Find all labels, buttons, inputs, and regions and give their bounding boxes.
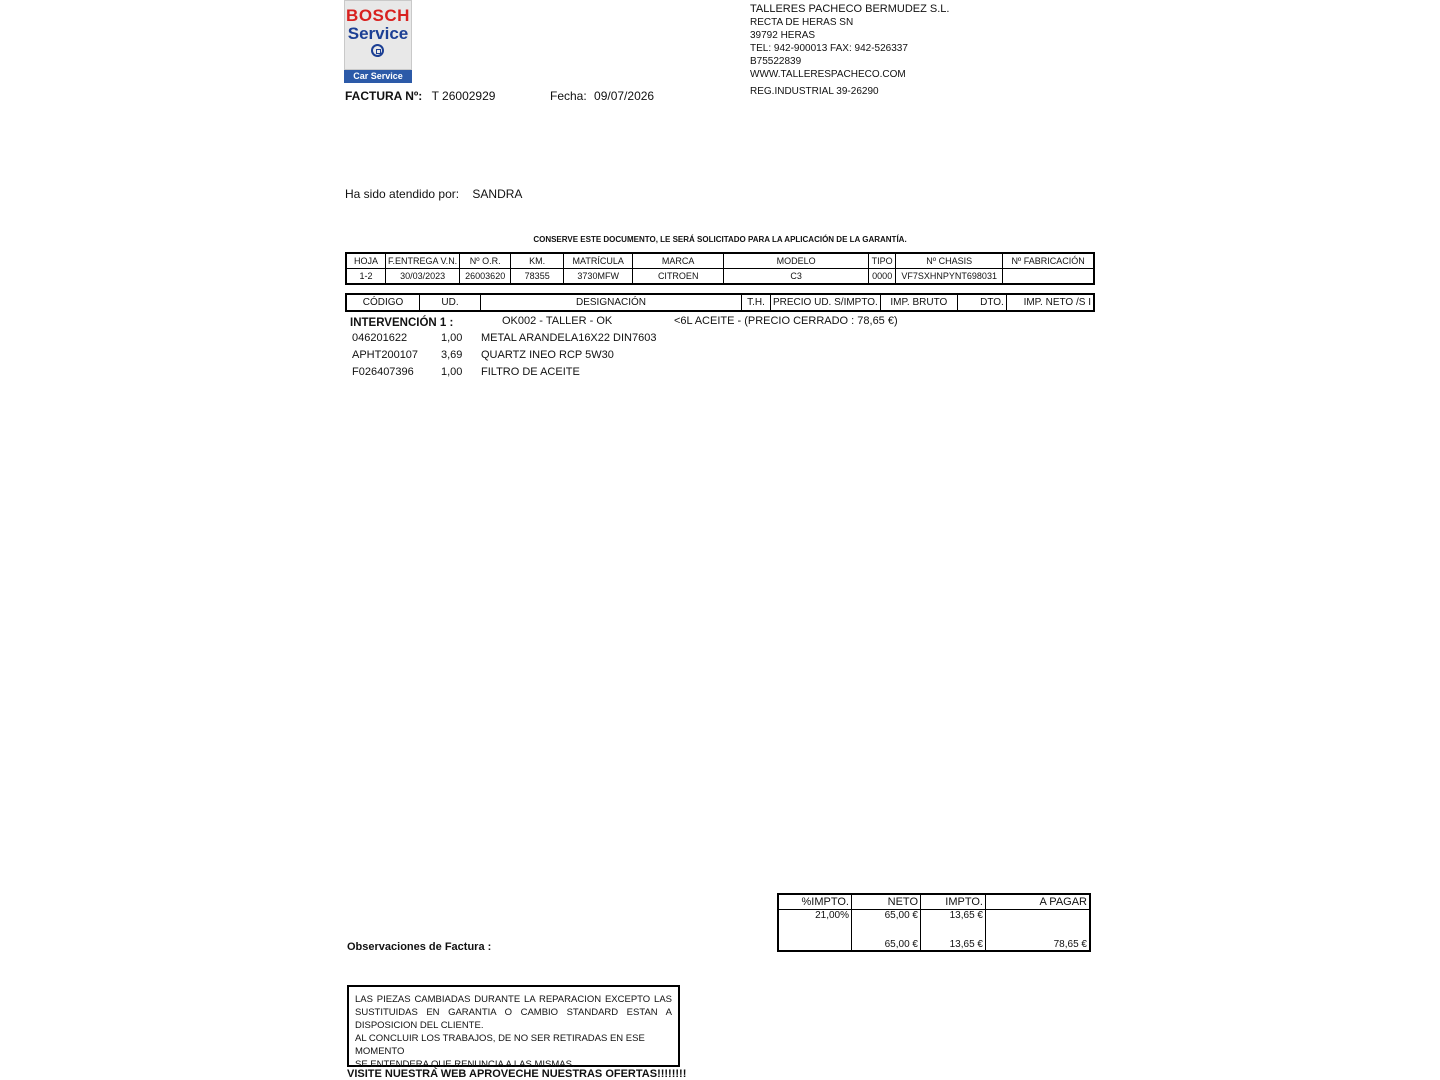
tax-total: 13,65 € [921,932,986,951]
invoice-number-label: FACTURA Nº: [345,89,423,103]
vehicle-table [345,252,1095,285]
tax-rate: 21,00% [778,910,852,933]
value-cell: 78355 [511,269,564,285]
logo-subtitle: Car Service [344,70,412,83]
attended-by [345,187,522,201]
tax-rate [778,932,852,951]
line-code: F026407396 [352,366,414,378]
company-cif: B75522839 [750,56,802,67]
attended-name: SANDRA [472,187,523,201]
company-name: TALLERES PACHECO BERMUDEZ S.L. [750,3,950,15]
bosch-armature-icon [371,44,384,57]
net-amount: 65,00 € [852,910,921,933]
header-cell: %IMPTO. [778,894,852,910]
line-desc: QUARTZ INEO RCP 5W30 [481,349,614,361]
value-cell: C3 [724,269,869,285]
logo-service: Service [347,24,409,43]
totals-table [777,893,1091,952]
invoice-date: 09/07/2026 [594,89,655,103]
header-cell: HOJA [346,253,386,269]
notice-line: SE ENTENDERA QUE RENUNCIA A LAS MISMAS. [355,1059,575,1070]
header-cell: Nº O.R. [460,253,511,269]
header-cell: MODELO [724,253,869,269]
line-code: APHT200107 [352,349,419,361]
notice-line: SUSTITUIDAS EN GARANTIA O CAMBIO STANDARD ESTAN A [355,1007,672,1018]
notice-line: LAS PIEZAS CAMBIADAS DURANTE LA REPARACION EXCEPTO LAS [355,994,672,1005]
invoice-date-label: Fecha: [550,89,587,103]
attended-label: Ha sido atendido por: [345,187,460,201]
line-code: 046201622 [352,332,408,344]
header-cell: TIPO [869,253,896,269]
value-cell: 30/03/2023 [386,269,460,285]
vehicle-table-header [346,253,1094,269]
totals-sum-row [778,932,1090,951]
header-cell: UD. [420,294,481,311]
vehicle-table-values [346,269,1094,285]
header-cell: A PAGAR [986,894,1091,910]
intervention-code: OK002 - TALLER - OK [502,315,613,327]
invoice-number: T 26002929 [431,89,496,103]
value-cell: 26003620 [460,269,511,285]
company-registry: REG.INDUSTRIAL 39-26290 [750,86,879,97]
header-cell: DTO. [957,294,1006,311]
value-cell [1003,269,1094,285]
totals-row [778,910,1090,933]
line-qty: 1,00 [441,366,463,378]
header-cell: NETO [852,894,921,910]
header-cell: MARCA [633,253,724,269]
company-info [750,3,949,98]
bosch-service-logo [344,0,412,83]
value-cell: CITROEN [633,269,724,285]
parts-notice-box [347,985,680,1070]
intervention-label: INTERVENCIÓN 1 : [350,317,454,329]
line-desc: METAL ARANDELA16X22 DIN7603 [481,332,657,344]
header-cell: CÓDIGO [346,294,420,311]
header-cell: Nº CHASIS [896,253,1003,269]
header-cell: IMPTO. [921,894,986,910]
logo-brand: BOSCH [346,6,410,25]
company-phones: TEL: 942-900013 FAX: 942-526337 [750,43,908,54]
header-cell: T.H. [742,294,771,311]
payable-amount [986,910,1091,933]
notice-line: DISPOSICION DEL CLIENTE. [355,1020,484,1031]
intervention-description: <6L ACEITE - (PRECIO CERRADO : 78,65 €) [674,315,898,327]
tax-amount: 13,65 € [921,910,986,933]
company-address: RECTA DE HERAS SN [750,17,854,28]
header-cell: PRECIO UD. S/IMPTO. [771,294,881,311]
header-cell: MATRÍCULA [564,253,633,269]
header-cell: KM. [511,253,564,269]
net-total: 65,00 € [852,932,921,951]
value-cell: 3730MFW [564,269,633,285]
company-city: 39792 HERAS [750,30,816,41]
items-table-header [345,293,1095,312]
header-cell: IMP. NETO /S I [1006,294,1094,311]
header-cell: Nº FABRICACIÓN [1003,253,1094,269]
invoice-number-block [345,89,495,103]
line-qty: 3,69 [441,349,463,361]
header-cell: DESIGNACIÓN [481,294,742,311]
company-web: WWW.TALLERESPACHECO.COM [750,69,906,80]
warranty-notice: CONSERVE ESTE DOCUMENTO, LE SERÁ SOLICITADO PARA LA APLICACIÓN DE LA GARANTÍA. [533,235,907,244]
value-cell: 0000 [869,269,896,285]
line-qty: 1,00 [441,332,463,344]
header-cell: F.ENTREGA V.N. [386,253,460,269]
value-cell: 1-2 [346,269,386,285]
footer-slogan: VISITE NUESTRA WEB APROVECHE NUESTRAS OFERTAS!!!!!!!! [347,1068,687,1080]
totals-header [778,894,1090,910]
line-desc: FILTRO DE ACEITE [481,366,580,378]
header-cell: IMP. BRUTO [880,294,957,311]
payable-total: 78,65 € [986,932,1091,951]
value-cell: VF7SXHNPYNT698031 [896,269,1003,285]
notice-line: AL CONCLUIR LOS TRABAJOS, DE NO SER RETIRADAS EN ESE MOMENTO [355,1033,645,1057]
items-header-row [346,294,1094,311]
observations-label: Observaciones de Factura : [347,941,492,953]
invoice-date-block [550,89,654,103]
